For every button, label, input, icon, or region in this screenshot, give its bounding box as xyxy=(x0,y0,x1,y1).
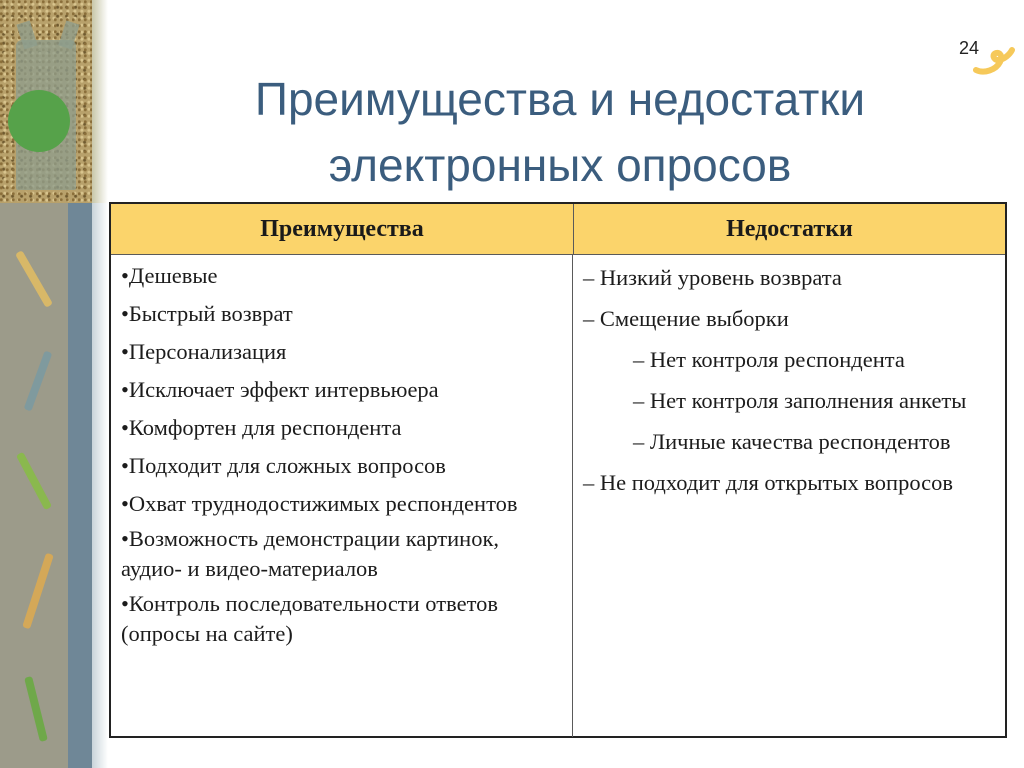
advantage-item: •Дешевые xyxy=(121,263,218,288)
slide-title xyxy=(110,66,1010,198)
advantage-item: •Быстрый возврат xyxy=(121,301,293,326)
slide-number: 24 xyxy=(959,38,980,58)
disadvantages-column xyxy=(573,255,1005,737)
advantage-item: •Персонализация xyxy=(121,339,287,364)
side-strip-blue xyxy=(68,200,92,768)
disadvantage-subitem: – Нет контроля заполнения анкеты xyxy=(633,388,967,413)
slide-title-line-2: электронных опросов xyxy=(328,139,792,191)
advantage-item: •Исключает эффект интервьюера xyxy=(121,377,439,402)
advantage-item: •Охват труднодостижимых респондентов xyxy=(121,491,518,516)
slide-title-line-1: Преимущества и недостатки xyxy=(254,73,866,125)
advantage-item: •Комфортен для респондента xyxy=(121,415,402,440)
table-header-row xyxy=(111,204,1005,255)
disadvantage-item: – Смещение выборки xyxy=(583,306,789,331)
side-strip-texture-fade xyxy=(92,0,108,203)
advantage-item: •Возможность демонстрации картинок, аудио- и видео-материалов xyxy=(121,526,500,581)
disadvantages-header: Недостатки xyxy=(726,215,853,242)
advantage-item: •Подходит для сложных вопросов xyxy=(121,453,446,478)
disadvantage-subitem: – Нет контроля респондента xyxy=(633,347,905,372)
disadvantage-subitem: – Личные качества респондентов xyxy=(633,429,951,454)
comparison-table xyxy=(109,202,1007,738)
disadvantage-item: – Низкий уровень возврата xyxy=(583,265,842,290)
advantage-item: •Контроль последовательности ответов (опросы на сайте) xyxy=(121,591,498,646)
decorative-side-strip xyxy=(0,0,108,768)
table-body-row xyxy=(111,255,1005,737)
advantages-column xyxy=(111,255,573,737)
green-circle-shape xyxy=(8,90,70,152)
advantages-header: Преимущества xyxy=(111,204,574,254)
disadvantage-item: – Не подходит для открытых вопросов xyxy=(583,470,954,495)
